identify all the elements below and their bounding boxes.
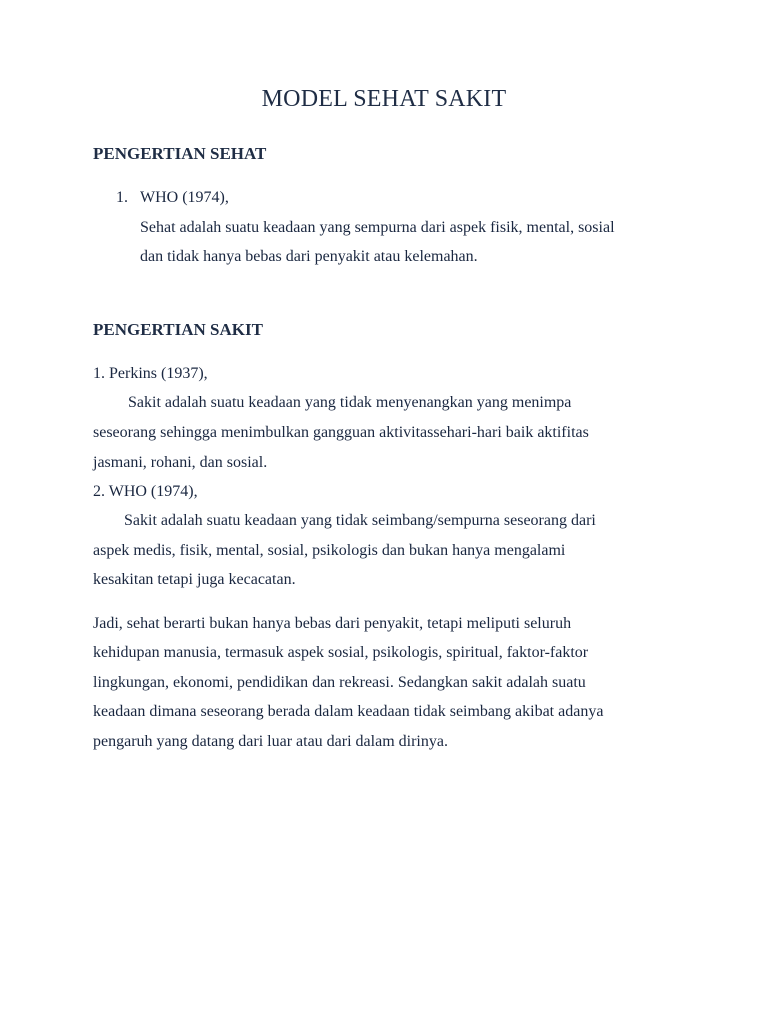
- paragraph-line: lingkungan, ekonomi, pendidikan dan rekreasi. Sedangkan sakit adalah suatu: [93, 674, 586, 691]
- source-perkins-1937: 1. Perkins (1937),: [93, 365, 208, 382]
- paragraph-line: Sehat adalah suatu keadaan yang sempurna dari aspek fisik, mental, sosial: [140, 219, 615, 236]
- paragraph-line: Sakit adalah suatu keadaan yang tidak seimbang/sempurna seseorang dari: [124, 512, 596, 529]
- paragraph-line: keadaan dimana seseorang berada dalam keadaan tidak seimbang akibat adanya: [93, 703, 604, 720]
- paragraph-line: aspek medis, fisik, mental, sosial, psikologis dan bukan hanya mengalami: [93, 542, 566, 559]
- paragraph-line: pengaruh yang datang dari luar atau dari dalam dirinya.: [93, 733, 448, 750]
- heading-pengertian-sakit: PENGERTIAN SAKIT: [93, 320, 263, 339]
- source-who-1974: WHO (1974),: [140, 189, 229, 206]
- paragraph-line: dan tidak hanya bebas dari penyakit atau kelemahan.: [140, 248, 478, 265]
- source-who-1974: 2. WHO (1974),: [93, 483, 198, 500]
- paragraph-line: seseorang sehingga menimbulkan gangguan aktivitassehari-hari baik aktifitas: [93, 424, 589, 441]
- document-title: MODEL SEHAT SAKIT: [261, 86, 507, 112]
- paragraph-line: kehidupan manusia, termasuk aspek sosial, psikologis, spiritual, faktor-faktor: [93, 644, 589, 661]
- paragraph-line: kesakitan tetapi juga kecacatan.: [93, 571, 296, 588]
- paragraph-line: jasmani, rohani, dan sosial.: [93, 454, 268, 471]
- paragraph-line: Sakit adalah suatu keadaan yang tidak menyenangkan yang menimpa: [128, 394, 572, 411]
- list-number: 1.: [116, 189, 128, 206]
- paragraph-line: Jadi, sehat berarti bukan hanya bebas dari penyakit, tetapi meliputi seluruh: [93, 615, 572, 632]
- heading-pengertian-sehat: PENGERTIAN SEHAT: [93, 144, 267, 163]
